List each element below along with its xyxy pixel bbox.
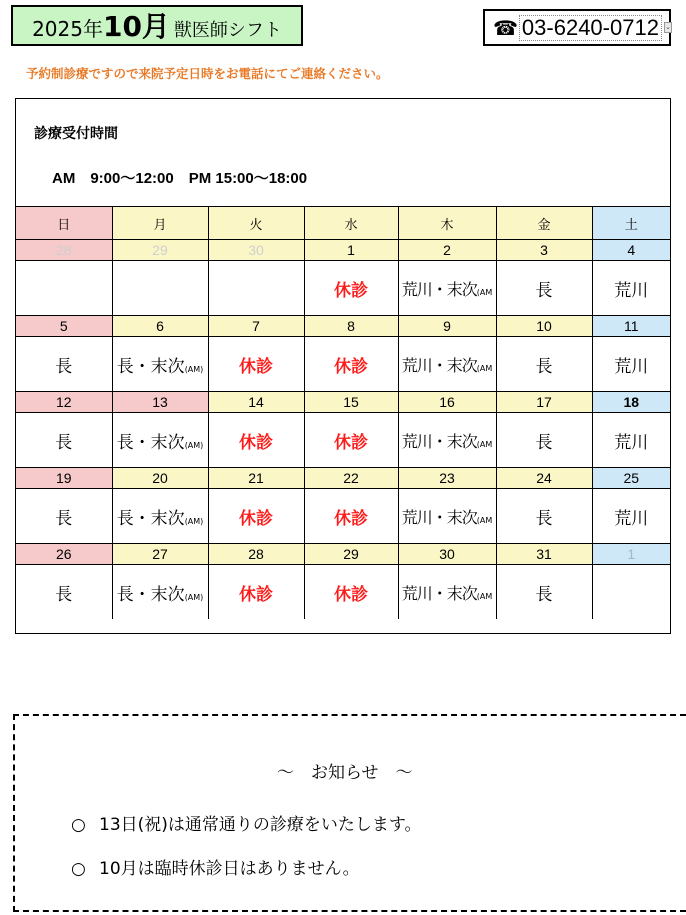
date-cell: 4 [592,240,670,261]
vet-names: 長 [535,584,553,605]
closed-label: 休診 [239,584,273,605]
phone-contact[interactable] [483,9,671,46]
date-cell: 11 [592,316,670,337]
shift-cell [398,565,496,620]
shift-cell [208,337,304,392]
date-row [16,392,670,413]
date-cell: 29 [112,240,208,261]
shift-cell [16,565,112,620]
am-note: (AM) [184,516,204,526]
date-cell: 1 [304,240,398,261]
date-cell: 12 [16,392,112,413]
date-cell: 18 [592,392,670,413]
vet-names: 荒川・末次 [401,583,477,603]
shift-row [16,565,670,620]
am-note: (AM [476,515,493,525]
shift-row [16,489,670,544]
vet-names: 長 [535,356,553,377]
date-cell: 31 [496,544,592,565]
am-note: (AM [476,591,493,601]
shift-row [16,337,670,392]
shift-cell [112,565,208,620]
date-cell: 6 [112,316,208,337]
news-text: 13日(祝)は通常通りの診療をいたします。 [99,815,422,835]
closed-label: 休診 [239,508,273,529]
news-item [71,854,360,879]
shift-cell [208,413,304,468]
closed-label: 休診 [334,356,368,377]
shift-cell [592,489,670,544]
am-note: (AM [476,439,493,449]
weekday-cell: 土 [592,207,670,240]
vet-names: 荒川・末次 [401,279,477,299]
title-suffix: 獣医師シフト [173,20,282,41]
date-cell: 19 [16,468,112,489]
closed-label: 休診 [334,432,368,453]
page-title [11,5,303,46]
shift-cell [112,337,208,392]
date-cell: 8 [304,316,398,337]
vet-names: 荒川 [614,432,649,453]
weekday-cell: 木 [398,207,496,240]
phone-number[interactable]: 03-6240-0712 [519,15,662,41]
shift-cell [304,337,398,392]
closed-label: 休診 [334,508,368,529]
date-cell: 10 [496,316,592,337]
date-cell: 28 [16,240,112,261]
date-row [16,316,670,337]
date-cell: 26 [16,544,112,565]
date-cell: 22 [304,468,398,489]
weekday-cell: 金 [496,207,592,240]
vet-names: 長 [55,432,73,453]
shift-cell [496,261,592,316]
shift-cell [398,337,496,392]
shift-cell [304,489,398,544]
date-cell: 16 [398,392,496,413]
shift-cell [496,489,592,544]
vet-names: 長・末次 [116,508,185,529]
shift-row [16,261,670,316]
shift-calendar [15,98,671,634]
hours-panel [16,99,670,207]
vet-names: 荒川 [614,356,649,377]
shift-cell [208,261,304,316]
date-cell: 13 [112,392,208,413]
date-cell: 14 [208,392,304,413]
date-cell: 7 [208,316,304,337]
vet-names: 長・末次 [116,356,185,377]
shift-cell [112,413,208,468]
shift-cell [496,337,592,392]
vet-names: 荒川 [614,508,649,529]
title-year: 2025年 [32,17,103,41]
news-box [13,714,686,912]
am-note: (AM [476,363,493,373]
vet-names: 荒川・末次 [401,355,477,375]
date-cell: 24 [496,468,592,489]
shift-cell [16,489,112,544]
shift-cell [16,337,112,392]
am-note: (AM) [184,440,204,450]
shift-cell [112,261,208,316]
date-cell: 30 [398,544,496,565]
reservation-notice: 予約制診療ですので来院予定日時をお電話にてご連絡ください。 [26,66,389,81]
weekday-cell: 水 [304,207,398,240]
shift-cell [496,413,592,468]
date-cell: 2 [398,240,496,261]
phone-icon: ☎ [493,15,518,40]
shift-cell [304,565,398,620]
shift-cell [398,489,496,544]
vet-names: 荒川 [614,280,649,301]
am-note: (AM) [184,592,204,602]
shift-cell [16,261,112,316]
vet-names: 長 [535,280,553,301]
shift-cell [304,413,398,468]
news-item [71,810,422,835]
date-cell: 15 [304,392,398,413]
date-cell: 30 [208,240,304,261]
shift-cell [398,261,496,316]
vet-names: 長 [535,508,553,529]
closed-label: 休診 [239,356,273,377]
date-cell: 27 [112,544,208,565]
vet-names: 荒川・末次 [401,431,477,451]
vet-names: 長・末次 [116,584,185,605]
shift-cell [208,489,304,544]
shift-cell [592,565,670,620]
vet-names: 長 [535,432,553,453]
vet-names: 長 [55,356,73,377]
news-title: 〜 お知らせ 〜 [277,763,413,783]
dropdown-icon[interactable]: ⌄ [664,23,671,31]
date-cell: 28 [208,544,304,565]
date-cell: 1 [592,544,670,565]
weekday-header-row [16,207,670,240]
shift-cell [592,337,670,392]
closed-label: 休診 [334,280,368,301]
vet-names: 長 [55,508,73,529]
date-cell: 5 [16,316,112,337]
shift-cell [592,261,670,316]
date-cell: 23 [398,468,496,489]
shift-cell [496,565,592,620]
vet-names: 長・末次 [116,432,185,453]
shift-cell [304,261,398,316]
date-cell: 29 [304,544,398,565]
date-cell: 21 [208,468,304,489]
closed-label: 休診 [239,432,273,453]
hours-value: AM 9:00〜12:00 PM 15:00〜18:00 [52,170,308,187]
vet-names: 長 [55,584,73,605]
shift-row [16,413,670,468]
date-cell: 25 [592,468,670,489]
title-month: 10月 [102,10,170,43]
weekday-cell: 火 [208,207,304,240]
shift-cell [16,413,112,468]
date-row [16,468,670,489]
am-note: (AM [476,287,493,297]
weekday-cell: 日 [16,207,112,240]
hours-label: 診療受付時間 [34,126,118,142]
closed-label: 休診 [334,584,368,605]
date-row [16,544,670,565]
shift-cell [398,413,496,468]
news-text: 10月は臨時休診日はありません。 [99,859,360,879]
shift-cell [592,413,670,468]
date-cell: 3 [496,240,592,261]
am-note: (AM) [184,364,204,374]
date-cell: 9 [398,316,496,337]
vet-names: 荒川・末次 [401,507,477,527]
calendar-grid [16,207,670,619]
date-cell: 20 [112,468,208,489]
bullet-icon: ○ [71,859,86,879]
weekday-cell: 月 [112,207,208,240]
date-cell: 17 [496,392,592,413]
shift-cell [208,565,304,620]
shift-cell [112,489,208,544]
date-row [16,240,670,261]
bullet-icon: ○ [71,815,86,835]
